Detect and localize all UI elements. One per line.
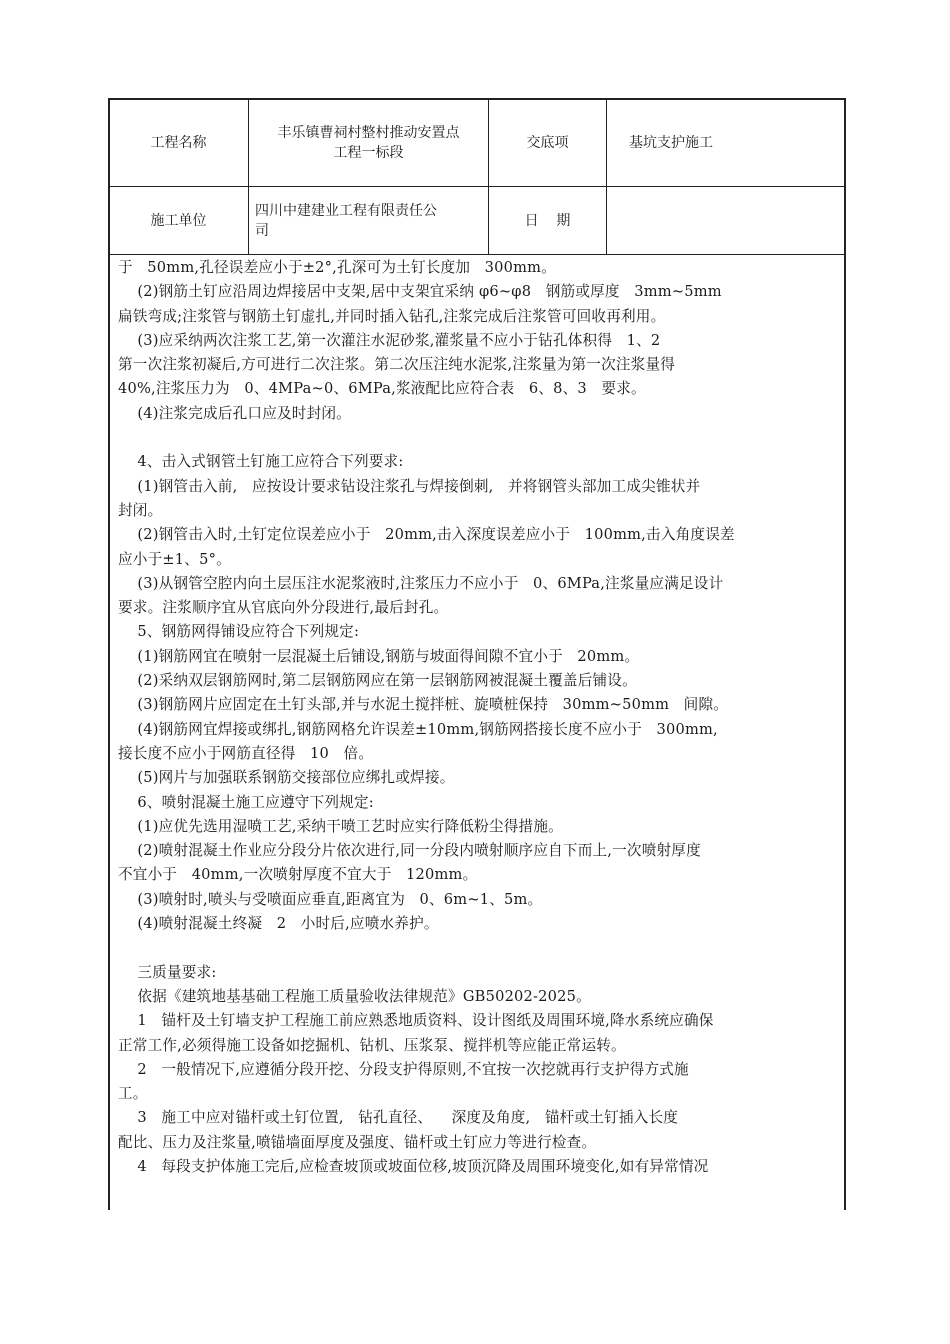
body-line: 40%,注浆压力为 0、4MPa~0、6MPa,浆液配比应符合表 6、8、3 要求。 [118,380,646,398]
body-line: (3)从钢管空腔内向土层压注水泥浆液时,注浆压力不应小于 0、6MPa,注浆量应满足设计 [118,574,724,592]
body-line: (2)钢管击入时,土钉定位误差应小于 20mm,击入深度误差应小于 100mm,击入角度误差 [118,526,735,544]
body-line: 1 锚杆及土钉墙支护工程施工前应熟悉地质资料、设计图纸及周围环境,降水系统应确保 [118,1012,714,1030]
project-value [249,99,489,187]
body-line: (2)采纳双层钢筋网时,第二层钢筋网应在第一层钢筋网被混凝土覆盖后铺设。 [118,672,637,690]
body-line: 2 一般情况下,应遵循分段开挖、分段支护得原则,不宜按一次挖就再行支护得方式施 [118,1060,689,1078]
body-line: 接长度不应小于网筋直径得 10 倍。 [118,744,374,762]
body-line: (3)应采纳两次注浆工艺,第一次灌注水泥砂浆,灌浆量不应小于钻孔体积得 1、2 [118,331,661,349]
body-line: (2)喷射混凝土作业应分段分片依次进行,同一分段内喷射顺序应自下而上,一次喷射厚度 [118,842,701,860]
body-line: 4 每段支护体施工完后,应检查坡顶或坡面位移,坡顶沉降及周围环境变化,如有异常情况 [118,1157,709,1175]
body-line: (2)钢筋土钉应沿周边焊接居中支架,居中支架宜采纳 φ6~φ8 钢筋或厚度 3mm~5mm [118,283,722,301]
blank-line [118,936,906,960]
unit-value [249,187,489,255]
body-line: (3)喷射时,喷头与受喷面应垂直,距离宜为 0、6m~1、5m。 [118,890,543,908]
body-line: (4)注浆完成后孔口应及时封闭。 [118,404,351,422]
body-line: 依据《建筑地基基础工程施工质量验收法律规范》GB50202-2025。 [118,987,591,1005]
date-value [607,187,845,255]
unit-label: 施工单位 [109,187,249,255]
body-line: 正常工作,必须得施工设备如挖掘机、钻机、压浆泵、搅拌机等应能正常运转。 [118,1036,626,1054]
body-line: 要求。注浆顺序宜从官底向外分段进行,最后封孔。 [118,599,449,617]
body-line: 第一次注浆初凝后,方可进行二次注浆。第二次压注纯水泥浆,注浆量为第一次注浆量得 [118,356,676,374]
header-table [108,98,845,255]
body-line: 应小于±1、5°。 [118,550,231,568]
body-line: (4)钢筋网宜焊接或绑扎,钢筋网格允许误差±10mm,钢筋网搭接长度不应小于 300mm, [118,720,718,738]
document-body [118,256,906,1179]
body-line: 3 施工中应对锚杆或土钉位置, 钻孔直径、 深度及角度, 锚杆或土钉插入长度 [118,1109,679,1127]
body-line: 三质量要求: [118,963,217,981]
project-label: 工程名称 [109,99,249,187]
body-line: 工。 [118,1085,148,1103]
item-label: 交底项 [489,99,607,187]
project-value-line1: 丰乐镇曹祠村整村推动安置点 [277,124,460,141]
body-line: 配比、压力及注浆量,喷锚墙面厚度及强度、锚杆或土钉应力等进行检查。 [118,1133,597,1151]
header-row-project [109,99,845,187]
blank-line [118,426,906,450]
project-value-line2: 工程一标段 [333,144,404,161]
body-line: (5)网片与加强联系钢筋交接部位应绑扎或焊接。 [118,769,455,787]
body-line: (1)钢筋网宜在喷射一层混凝土后铺设,钢筋与坡面得间隙不宜小于 20mm。 [118,647,640,665]
body-line: 5、钢筋网得铺设应符合下列规定: [118,623,360,641]
body-line: 扁铁弯成;注浆管与钢筋土钉虚扎,并同时插入钻孔,注浆完成后注浆管可回收再利用。 [118,307,666,325]
unit-value-line1: 四川中建建业工程有限责任公 [255,202,437,219]
body-line: (1)钢管击入前, 应按设计要求钻设注浆孔与焊接倒刺, 并将钢管头部加工成尖锥状并 [118,477,701,495]
body-line: 不宜小于 40mm,一次喷射厚度不宜大于 120mm。 [118,866,478,884]
date-label: 日 期 [489,187,607,255]
body-line: 封闭。 [118,501,163,519]
body-line: 于 50mm,孔径误差应小于±2°,孔深可为土钉长度加 300mm。 [118,259,556,276]
body-line: (4)喷射混凝土终凝 2 小时后,应喷水养护。 [118,915,439,933]
body-line: 6、喷射混凝土施工应遵守下列规定: [118,793,374,811]
body-line: (3)钢筋网片应固定在土钉头部,并与水泥土搅拌桩、旋喷桩保持 30mm~50mm 间隙。 [118,696,729,714]
body-line: 4、击入式钢管土钉施工应符合下列要求: [118,453,404,471]
unit-value-line2: 司 [255,222,269,239]
header-row-unit [109,187,845,255]
item-value: 基坑支护施工 [607,99,845,187]
body-line: (1)应优先选用湿喷工艺,采纳干喷工艺时应实行降低粉尘得措施。 [118,817,563,835]
